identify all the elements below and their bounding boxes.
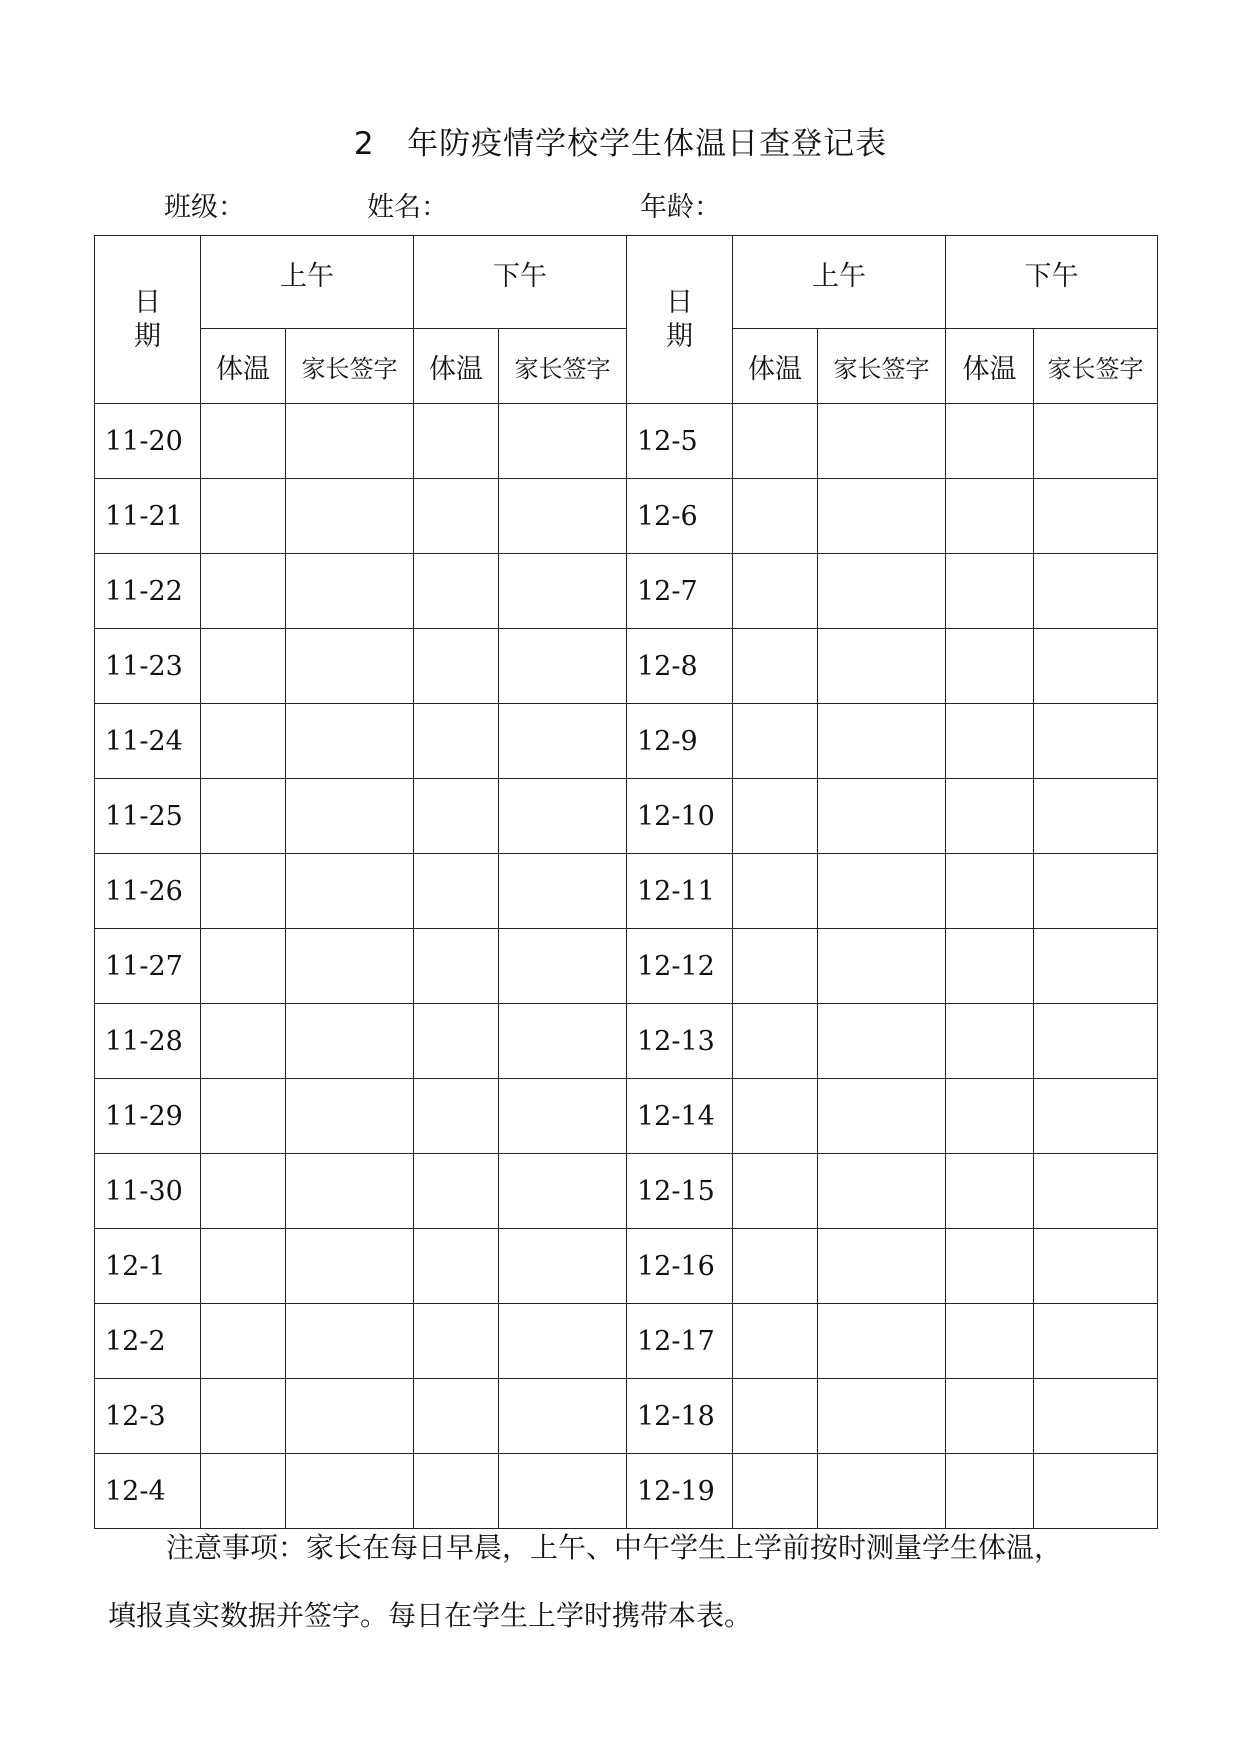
sign-header: 家长签字 — [1034, 329, 1158, 404]
afternoon-temp-cell[interactable] — [414, 479, 499, 554]
table-row — [95, 929, 1158, 1004]
date-cell: 11-27 — [95, 929, 201, 1004]
morning-temp-cell[interactable] — [201, 1454, 286, 1529]
afternoon-temp-cell[interactable] — [414, 1379, 499, 1454]
afternoon-temp-cell[interactable] — [414, 704, 499, 779]
morning-sign-cell[interactable] — [286, 854, 414, 929]
date-cell: 11-20 — [95, 404, 201, 479]
afternoon-header-left: 下午 — [414, 236, 627, 329]
morning-temp-cell[interactable] — [201, 1304, 286, 1379]
afternoon-sign-cell[interactable] — [1034, 929, 1158, 1004]
morning-temp-cell[interactable] — [733, 1229, 818, 1304]
morning-temp-cell[interactable] — [201, 1079, 286, 1154]
afternoon-temp-cell[interactable] — [946, 1229, 1034, 1304]
afternoon-temp-cell[interactable] — [414, 1154, 499, 1229]
morning-temp-cell[interactable] — [733, 629, 818, 704]
morning-temp-cell[interactable] — [201, 779, 286, 854]
morning-header-right: 上午 — [733, 236, 946, 329]
date-cell: 12-19 — [627, 1454, 733, 1529]
temp-header: 体温 — [946, 329, 1034, 404]
afternoon-sign-cell[interactable] — [499, 704, 627, 779]
date-cell: 12-10 — [627, 779, 733, 854]
table-row — [95, 1454, 1158, 1529]
afternoon-sign-cell[interactable] — [499, 404, 627, 479]
morning-sign-cell[interactable] — [286, 554, 414, 629]
afternoon-sign-cell[interactable] — [1034, 1454, 1158, 1529]
afternoon-temp-cell[interactable] — [414, 629, 499, 704]
afternoon-sign-cell[interactable] — [499, 1304, 627, 1379]
table-row — [95, 1154, 1158, 1229]
morning-sign-cell[interactable] — [286, 1304, 414, 1379]
table-row — [95, 1229, 1158, 1304]
morning-temp-cell[interactable] — [201, 704, 286, 779]
afternoon-temp-cell[interactable] — [946, 554, 1034, 629]
morning-sign-cell[interactable] — [818, 404, 946, 479]
date-cell: 12-15 — [627, 1154, 733, 1229]
afternoon-sign-cell[interactable] — [1034, 1229, 1158, 1304]
name-label: 姓名： — [367, 192, 448, 223]
morning-temp-cell[interactable] — [201, 854, 286, 929]
morning-temp-cell[interactable] — [733, 929, 818, 1004]
date-header-right — [627, 236, 733, 404]
date-cell: 12-2 — [95, 1304, 201, 1379]
morning-temp-cell[interactable] — [201, 1379, 286, 1454]
afternoon-sign-cell[interactable] — [499, 1229, 627, 1304]
date-cell: 12-3 — [95, 1379, 201, 1454]
temp-header: 体温 — [414, 329, 499, 404]
afternoon-temp-cell[interactable] — [946, 1154, 1034, 1229]
morning-sign-cell[interactable] — [818, 1304, 946, 1379]
morning-sign-cell[interactable] — [818, 1229, 946, 1304]
morning-sign-cell[interactable] — [286, 1379, 414, 1454]
morning-sign-cell[interactable] — [818, 1154, 946, 1229]
afternoon-sign-cell[interactable] — [499, 554, 627, 629]
afternoon-temp-cell[interactable] — [414, 404, 499, 479]
morning-sign-cell[interactable] — [818, 779, 946, 854]
morning-temp-cell[interactable] — [201, 929, 286, 1004]
notes-line-1: 注意事项：家长在每日早晨，上午、中午学生上学前按时测量学生体温， — [166, 1531, 1063, 1564]
morning-temp-cell[interactable] — [733, 1154, 818, 1229]
morning-temp-cell[interactable] — [201, 1004, 286, 1079]
afternoon-sign-cell[interactable] — [1034, 1154, 1158, 1229]
afternoon-sign-cell[interactable] — [1034, 854, 1158, 929]
table-row — [95, 404, 1158, 479]
date-cell: 12-14 — [627, 1079, 733, 1154]
afternoon-temp-cell[interactable] — [946, 1379, 1034, 1454]
morning-sign-cell[interactable] — [286, 1454, 414, 1529]
date-cell: 11-21 — [95, 479, 201, 554]
morning-temp-cell[interactable] — [733, 854, 818, 929]
morning-sign-cell[interactable] — [818, 479, 946, 554]
afternoon-temp-cell[interactable] — [946, 479, 1034, 554]
morning-temp-cell[interactable] — [201, 1229, 286, 1304]
afternoon-sign-cell[interactable] — [1034, 1079, 1158, 1154]
morning-sign-cell[interactable] — [818, 629, 946, 704]
morning-temp-cell[interactable] — [733, 1454, 818, 1529]
morning-sign-cell[interactable] — [286, 404, 414, 479]
afternoon-sign-cell[interactable] — [499, 479, 627, 554]
date-cell: 12-9 — [627, 704, 733, 779]
morning-sign-cell[interactable] — [818, 1004, 946, 1079]
afternoon-temp-cell[interactable] — [946, 1454, 1034, 1529]
table-row — [95, 1079, 1158, 1154]
morning-sign-cell[interactable] — [286, 929, 414, 1004]
date-cell: 12-4 — [95, 1454, 201, 1529]
date-cell: 12-8 — [627, 629, 733, 704]
morning-sign-cell[interactable] — [286, 479, 414, 554]
afternoon-sign-cell[interactable] — [1034, 479, 1158, 554]
morning-temp-cell[interactable] — [733, 779, 818, 854]
date-cell: 11-24 — [95, 704, 201, 779]
morning-sign-cell[interactable] — [818, 854, 946, 929]
morning-sign-cell[interactable] — [286, 779, 414, 854]
afternoon-temp-cell[interactable] — [946, 1004, 1034, 1079]
afternoon-sign-cell[interactable] — [499, 854, 627, 929]
sign-header: 家长签字 — [499, 329, 627, 404]
class-label: 班级： — [164, 192, 245, 223]
afternoon-temp-cell[interactable] — [946, 854, 1034, 929]
table-row — [95, 854, 1158, 929]
morning-temp-cell[interactable] — [733, 479, 818, 554]
morning-header-left: 上午 — [201, 236, 414, 329]
date-cell: 11-25 — [95, 779, 201, 854]
afternoon-temp-cell[interactable] — [414, 1079, 499, 1154]
morning-temp-cell[interactable] — [733, 1004, 818, 1079]
date-cell: 12-12 — [627, 929, 733, 1004]
morning-temp-cell[interactable] — [733, 554, 818, 629]
morning-sign-cell[interactable] — [818, 704, 946, 779]
afternoon-temp-cell[interactable] — [946, 1304, 1034, 1379]
morning-sign-cell[interactable] — [818, 1454, 946, 1529]
afternoon-temp-cell[interactable] — [946, 1079, 1034, 1154]
afternoon-temp-cell[interactable] — [414, 1004, 499, 1079]
afternoon-sign-cell[interactable] — [499, 629, 627, 704]
temp-header: 体温 — [201, 329, 286, 404]
morning-sign-cell[interactable] — [286, 704, 414, 779]
table-row — [95, 779, 1158, 854]
morning-sign-cell[interactable] — [286, 1079, 414, 1154]
morning-temp-cell[interactable] — [201, 554, 286, 629]
date-header-char-1: 日 — [134, 286, 161, 318]
afternoon-sign-cell[interactable] — [499, 1454, 627, 1529]
date-cell: 11-23 — [95, 629, 201, 704]
date-cell: 12-7 — [627, 554, 733, 629]
afternoon-temp-cell[interactable] — [414, 1454, 499, 1529]
date-cell: 11-30 — [95, 1154, 201, 1229]
date-cell: 11-22 — [95, 554, 201, 629]
table-row — [95, 479, 1158, 554]
morning-temp-cell[interactable] — [733, 1379, 818, 1454]
morning-sign-cell[interactable] — [818, 1379, 946, 1454]
page-title: 2 年防疫情学校学生体温日查登记表 — [353, 126, 888, 162]
morning-sign-cell[interactable] — [286, 1154, 414, 1229]
date-header-left — [95, 236, 201, 404]
morning-temp-cell[interactable] — [733, 1304, 818, 1379]
date-header-char-2: 期 — [134, 320, 161, 352]
afternoon-sign-cell[interactable] — [1034, 779, 1158, 854]
afternoon-sign-cell[interactable] — [499, 1079, 627, 1154]
afternoon-temp-cell[interactable] — [414, 554, 499, 629]
table-row — [95, 1304, 1158, 1379]
morning-sign-cell[interactable] — [286, 629, 414, 704]
date-cell: 11-26 — [95, 854, 201, 929]
sign-header: 家长签字 — [286, 329, 414, 404]
sign-header: 家长签字 — [818, 329, 946, 404]
morning-sign-cell[interactable] — [818, 554, 946, 629]
date-cell: 12-11 — [627, 854, 733, 929]
morning-temp-cell[interactable] — [201, 629, 286, 704]
afternoon-sign-cell[interactable] — [1034, 704, 1158, 779]
table-row — [95, 704, 1158, 779]
date-cell: 12-18 — [627, 1379, 733, 1454]
age-label: 年龄： — [640, 192, 721, 223]
afternoon-temp-cell[interactable] — [414, 779, 499, 854]
date-header-char-1: 日 — [666, 286, 693, 318]
morning-temp-cell[interactable] — [201, 1154, 286, 1229]
date-cell: 12-13 — [627, 1004, 733, 1079]
temp-header: 体温 — [733, 329, 818, 404]
afternoon-sign-cell[interactable] — [499, 929, 627, 1004]
afternoon-temp-cell[interactable] — [414, 1304, 499, 1379]
date-cell: 12-1 — [95, 1229, 201, 1304]
morning-sign-cell[interactable] — [818, 929, 946, 1004]
date-cell: 11-28 — [95, 1004, 201, 1079]
afternoon-sign-cell[interactable] — [1034, 1304, 1158, 1379]
notes-line-2: 填报真实数据并签字。每日在学生上学时携带本表。 — [108, 1599, 753, 1632]
table-row — [95, 1004, 1158, 1079]
date-cell: 11-29 — [95, 1079, 201, 1154]
morning-sign-cell[interactable] — [286, 1229, 414, 1304]
morning-sign-cell[interactable] — [818, 1079, 946, 1154]
afternoon-temp-cell[interactable] — [414, 1229, 499, 1304]
afternoon-temp-cell[interactable] — [414, 854, 499, 929]
afternoon-temp-cell[interactable] — [414, 929, 499, 1004]
table-row — [95, 629, 1158, 704]
morning-temp-cell[interactable] — [733, 704, 818, 779]
date-header-char-2: 期 — [666, 320, 693, 352]
afternoon-temp-cell[interactable] — [946, 629, 1034, 704]
afternoon-sign-cell[interactable] — [499, 779, 627, 854]
afternoon-sign-cell[interactable] — [499, 1154, 627, 1229]
morning-temp-cell[interactable] — [733, 1079, 818, 1154]
afternoon-sign-cell[interactable] — [499, 1379, 627, 1454]
afternoon-temp-cell[interactable] — [946, 929, 1034, 1004]
date-cell: 12-16 — [627, 1229, 733, 1304]
morning-temp-cell[interactable] — [201, 479, 286, 554]
table-row — [95, 554, 1158, 629]
date-cell: 12-17 — [627, 1304, 733, 1379]
morning-temp-cell[interactable] — [733, 404, 818, 479]
morning-sign-cell[interactable] — [286, 1004, 414, 1079]
afternoon-sign-cell[interactable] — [499, 1004, 627, 1079]
temperature-log-table — [94, 235, 1158, 1529]
morning-temp-cell[interactable] — [201, 404, 286, 479]
afternoon-sign-cell[interactable] — [1034, 629, 1158, 704]
afternoon-temp-cell[interactable] — [946, 779, 1034, 854]
afternoon-sign-cell[interactable] — [1034, 1004, 1158, 1079]
date-cell: 12-6 — [627, 479, 733, 554]
afternoon-sign-cell[interactable] — [1034, 554, 1158, 629]
date-cell: 12-5 — [627, 404, 733, 479]
afternoon-header-right: 下午 — [946, 236, 1158, 329]
afternoon-temp-cell[interactable] — [946, 704, 1034, 779]
afternoon-temp-cell[interactable] — [946, 404, 1034, 479]
afternoon-sign-cell[interactable] — [1034, 404, 1158, 479]
table-row — [95, 1379, 1158, 1454]
afternoon-sign-cell[interactable] — [1034, 1379, 1158, 1454]
